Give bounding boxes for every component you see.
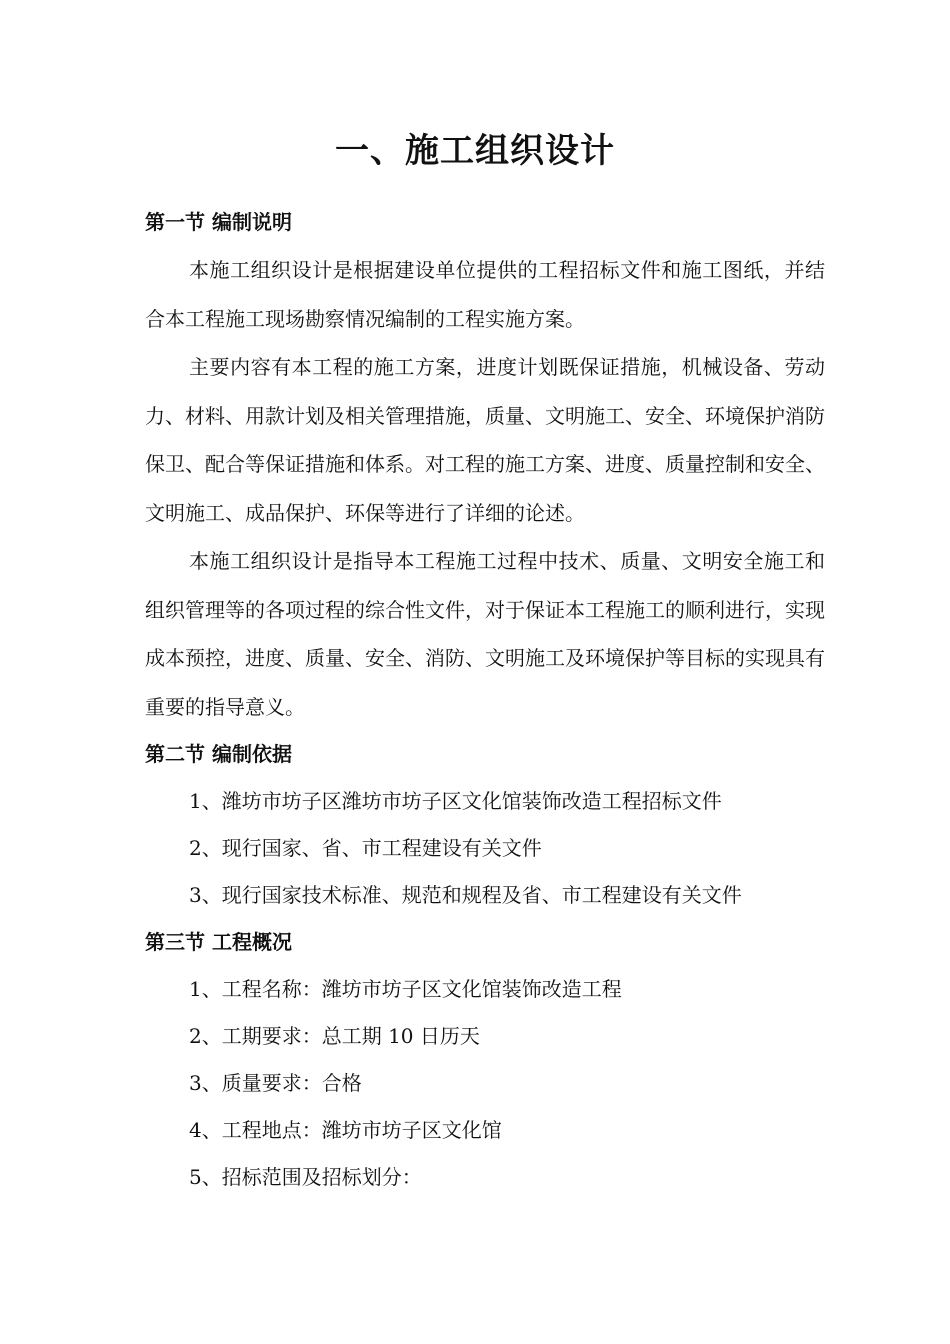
list-item: 3、质量要求：合格 — [189, 1071, 362, 1095]
section-heading: 第一节 编制说明 — [145, 210, 292, 234]
section-compilation-notes — [145, 199, 825, 731]
document-title: 一、施工组织设计 — [335, 131, 615, 171]
list-item: 5、招标范围及招标划分： — [189, 1165, 422, 1189]
list-item: 1、工程名称：潍坊市坊子区文化馆装饰改造工程 — [189, 977, 622, 1001]
section-project-overview — [145, 919, 825, 1201]
section-heading: 第三节 工程概况 — [145, 930, 292, 954]
paragraph: 主要内容有本工程的施工方案，进度计划既保证措施，机械设备、劳动力、材料、用款计划及相关管理措施，质量、文明施工、安全、环境保护消防保卫、配合等保证措施和体系。对工程的施工方案、进度、质量控制和安全、文明施工、成品保护、环保等进行了详细的论述。 — [145, 355, 825, 525]
list-item: 1、潍坊市坊子区潍坊市坊子区文化馆装饰改造工程招标文件 — [189, 789, 722, 813]
paragraph: 本施工组织设计是根据建设单位提供的工程招标文件和施工图纸，并结合本工程施工现场勘察情况编制的工程实施方案。 — [145, 258, 825, 331]
document-body — [145, 199, 825, 1201]
section-heading: 第二节 编制依据 — [145, 742, 292, 766]
list-item: 2、现行国家、省、市工程建设有关文件 — [189, 836, 542, 860]
list-item: 4、工程地点：潍坊市坊子区文化馆 — [189, 1118, 502, 1142]
list-item: 3、现行国家技术标准、规范和规程及省、市工程建设有关文件 — [189, 883, 742, 907]
list-item: 2、工期要求：总工期 10 日历天 — [189, 1024, 480, 1048]
paragraph: 本施工组织设计是指导本工程施工过程中技术、质量、文明安全施工和组织管理等的各项过程的综合性文件，对于保证本工程施工的顺利进行，实现成本预控，进度、质量、安全、消防、文明施工及环境保护等目标的实现具有重要的指导意义。 — [145, 549, 825, 719]
section-compilation-basis — [145, 731, 825, 919]
